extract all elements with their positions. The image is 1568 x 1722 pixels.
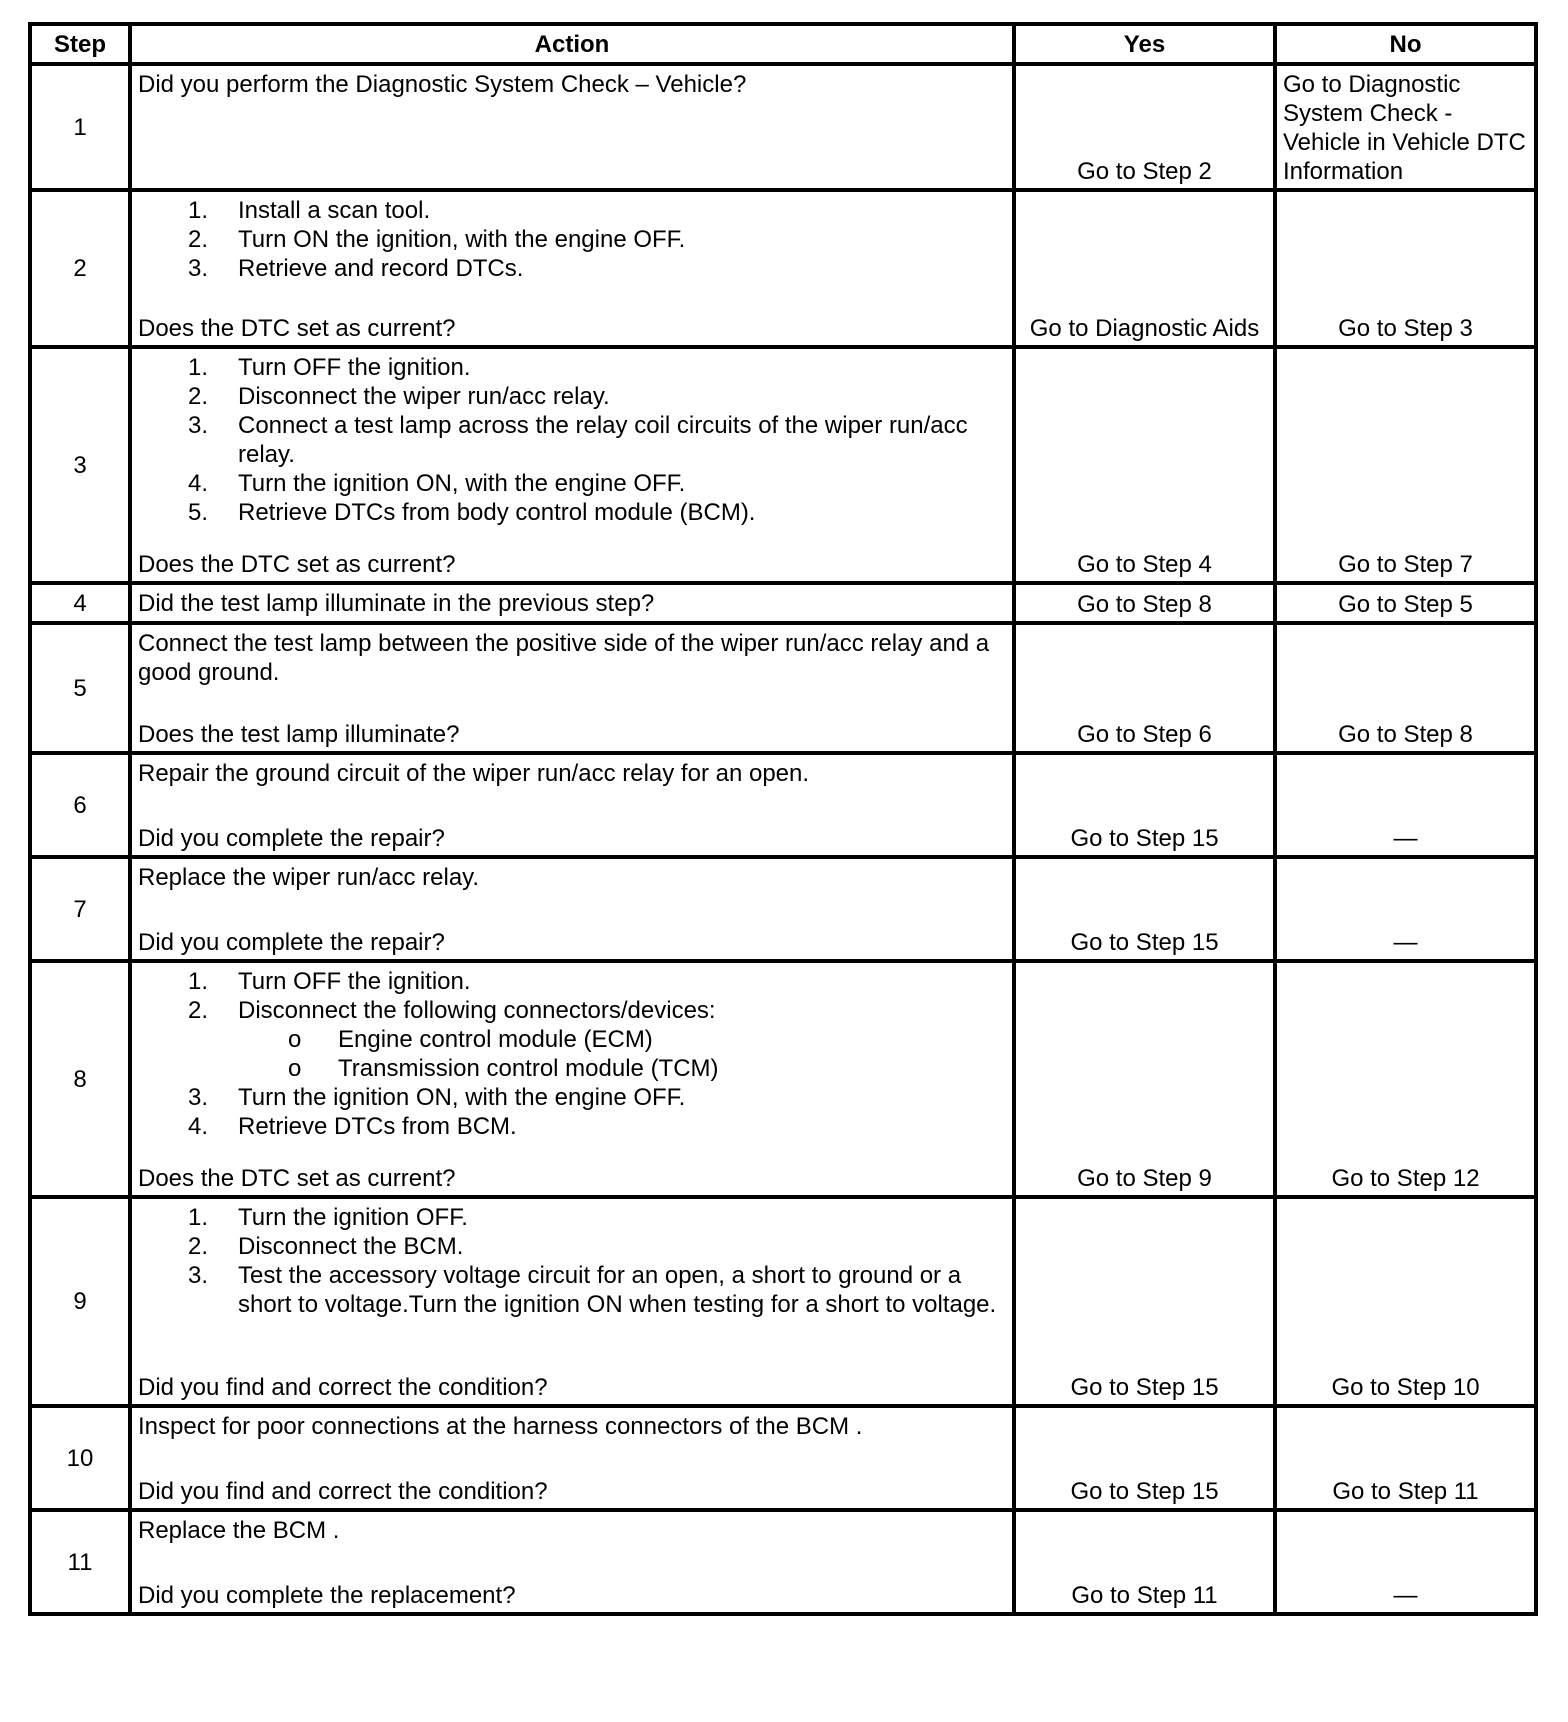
yes-cell (1014, 961, 1275, 1197)
no-cell (1275, 961, 1536, 1197)
list-item: 2. Disconnect the BCM. (188, 1233, 464, 1260)
yes-cell (1014, 623, 1275, 753)
yes-cell (1014, 583, 1275, 623)
question-text: Does the DTC set as current? (138, 1165, 456, 1192)
action-cell (130, 753, 1014, 857)
yes-result: Go to Step 8 (1077, 591, 1212, 618)
yes-cell (1014, 190, 1275, 347)
no-result: Go to Step 5 (1338, 591, 1473, 618)
list-item: 1. Turn OFF the ignition. (188, 968, 471, 995)
no-cell (1275, 583, 1536, 623)
action-text: Connect the test lamp between the positive side of the wiper run/acc relay and a good ground. (138, 630, 990, 686)
step-number: 8 (30, 961, 130, 1197)
question-text: Did you find and correct the condition? (138, 1374, 548, 1401)
yes-result: Go to Step 6 (1077, 721, 1212, 748)
header-no: No (1275, 24, 1536, 64)
no-result: Go to Step 3 (1338, 315, 1473, 342)
list-item: 4. Turn the ignition ON, with the engine OFF. (188, 470, 686, 497)
yes-result: Go to Step 11 (1071, 1582, 1218, 1609)
list-item: 3. Test the accessory voltage circuit for an open, a short to ground or a short to voltage.Turn the ignition ON when testing for a short to voltage. (188, 1262, 997, 1318)
yes-cell (1014, 857, 1275, 961)
action-cell (130, 857, 1014, 961)
no-cell (1275, 857, 1536, 961)
no-result: Go to Step 10 (1331, 1374, 1480, 1401)
no-cell (1275, 1197, 1536, 1406)
action-text: Inspect for poor connections at the harness connectors of the BCM . (138, 1413, 863, 1440)
list-item: 1. Install a scan tool. (188, 197, 431, 224)
yes-cell (1014, 753, 1275, 857)
action-text: Replace the wiper run/acc relay. (138, 864, 480, 891)
list-item: 2. Disconnect the wiper run/acc relay. (188, 383, 610, 410)
question-text: Did you complete the repair? (138, 825, 445, 852)
step-number: 4 (30, 583, 130, 623)
no-cell (1275, 753, 1536, 857)
step-number: 1 (30, 64, 130, 190)
step-number: 3 (30, 347, 130, 583)
question-text: Did you complete the replacement? (138, 1582, 516, 1609)
no-cell (1275, 190, 1536, 347)
no-cell (1275, 1406, 1536, 1510)
action-text: Did you perform the Diagnostic System Check – Vehicle? (138, 71, 747, 98)
table-row (30, 961, 1536, 1197)
instruction-list (138, 196, 1006, 283)
no-result: — (1393, 929, 1418, 956)
no-result: — (1393, 825, 1418, 852)
yes-result: Go to Step 15 (1070, 1374, 1219, 1401)
yes-cell (1014, 64, 1275, 190)
diagnostic-table-frame (28, 22, 1534, 1616)
no-result: Go to Step 7 (1338, 551, 1473, 578)
list-item: 2. Turn ON the ignition, with the engine OFF. (188, 226, 686, 253)
question-text: Does the test lamp illuminate? (138, 721, 460, 748)
table-row (30, 64, 1536, 190)
no-result: Go to Step 8 (1338, 721, 1473, 748)
no-cell (1275, 1510, 1536, 1614)
action-cell (130, 961, 1014, 1197)
action-cell (130, 190, 1014, 347)
list-item: 1. Turn OFF the ignition. (188, 354, 471, 381)
yes-cell (1014, 1406, 1275, 1510)
yes-result: Go to Step 15 (1070, 929, 1219, 956)
header-step: Step (30, 24, 130, 64)
no-result: Go to Step 11 (1332, 1478, 1479, 1505)
question-text: Did you find and correct the condition? (138, 1478, 548, 1505)
yes-result: Go to Step 15 (1070, 1478, 1219, 1505)
list-item: 3. Connect a test lamp across the relay coil circuits of the wiper run/acc relay. (188, 412, 968, 468)
action-text: Repair the ground circuit of the wiper run/acc relay for an open. (138, 760, 810, 787)
question-text: Did you complete the repair? (138, 929, 445, 956)
instruction-list (138, 1203, 1006, 1319)
list-item: 2. Disconnect the following connectors/devices: o Engine control module (ECM) o Transmission control module (TCM) (238, 996, 1006, 1083)
list-item: 4. Retrieve DTCs from BCM. (188, 1113, 517, 1140)
sub-list (238, 1025, 1006, 1083)
action-cell (130, 347, 1014, 583)
action-cell (130, 1406, 1014, 1510)
no-cell (1275, 623, 1536, 753)
header-row (30, 24, 1536, 64)
table-row (30, 1197, 1536, 1406)
action-text: Did the test lamp illuminate in the previous step? (138, 590, 655, 617)
step-number: 9 (30, 1197, 130, 1406)
step-number: 11 (30, 1510, 130, 1614)
yes-result: Go to Step 15 (1070, 825, 1219, 852)
action-cell (130, 583, 1014, 623)
yes-result: Go to Diagnostic Aids (1029, 315, 1260, 342)
question-text: Does the DTC set as current? (138, 551, 456, 578)
action-cell (130, 64, 1014, 190)
action-cell (130, 1197, 1014, 1406)
header-action: Action (130, 24, 1014, 64)
action-text: Replace the BCM . (138, 1517, 340, 1544)
no-cell (1275, 347, 1536, 583)
yes-result: Go to Step 2 (1077, 158, 1212, 185)
table-row (30, 347, 1536, 583)
header-yes: Yes (1014, 24, 1275, 64)
list-item: 5. Retrieve DTCs from body control module (BCM). (188, 499, 756, 526)
instruction-list (138, 967, 1006, 1141)
sub-list-item: o Engine control module (ECM) (288, 1026, 653, 1053)
yes-result: Go to Step 9 (1077, 1165, 1212, 1192)
no-result: Go to Step 12 (1331, 1165, 1480, 1192)
no-result: — (1393, 1582, 1418, 1609)
action-cell (130, 1510, 1014, 1614)
yes-result: Go to Step 4 (1077, 551, 1212, 578)
step-number: 2 (30, 190, 130, 347)
step-number: 5 (30, 623, 130, 753)
no-result: Go to Diagnostic System Check - Vehicle in Vehicle DTC Information (1283, 71, 1526, 185)
action-cell (130, 623, 1014, 753)
yes-cell (1014, 1510, 1275, 1614)
instruction-list (138, 353, 1006, 527)
question-text: Does the DTC set as current? (138, 315, 456, 342)
yes-cell (1014, 347, 1275, 583)
sub-list-item: o Transmission control module (TCM) (288, 1055, 719, 1082)
step-number: 10 (30, 1406, 130, 1510)
list-item: 1. Turn the ignition OFF. (188, 1204, 468, 1231)
table-row (30, 1510, 1536, 1614)
table-row (30, 623, 1536, 753)
table-row (30, 583, 1536, 623)
table-row (30, 753, 1536, 857)
diagnostic-table (28, 22, 1538, 1616)
table-row (30, 857, 1536, 961)
step-number: 6 (30, 753, 130, 857)
no-cell (1275, 64, 1536, 190)
list-item: 3. Turn the ignition ON, with the engine OFF. (188, 1084, 686, 1111)
list-item: 3. Retrieve and record DTCs. (188, 255, 524, 282)
step-number: 7 (30, 857, 130, 961)
yes-cell (1014, 1197, 1275, 1406)
table-row (30, 1406, 1536, 1510)
table-row (30, 190, 1536, 347)
